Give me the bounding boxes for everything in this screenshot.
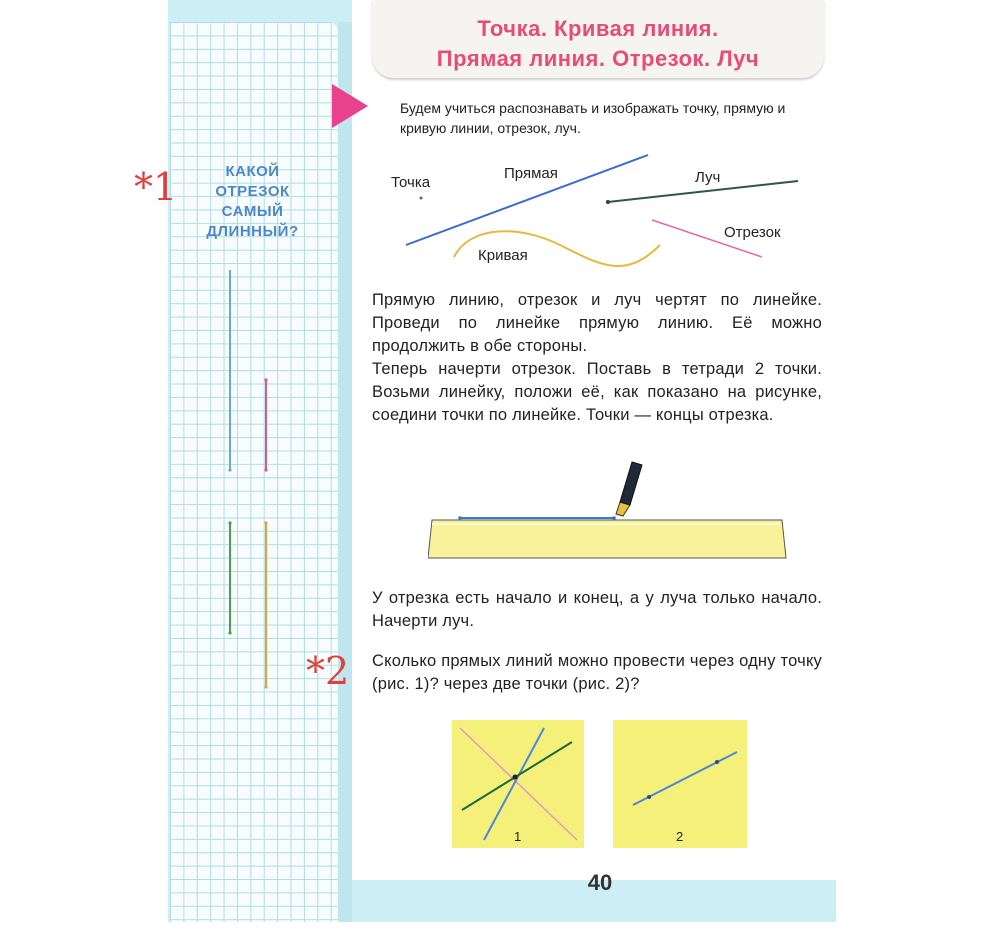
shapes-figure — [370, 145, 830, 280]
point-a — [647, 795, 651, 799]
ruler — [428, 520, 786, 558]
intro-text: Будем учиться распознавать и изображать точку, прямую и кривую линии, отрезок, луч. — [400, 100, 786, 136]
label-ray: Луч — [695, 169, 721, 186]
point-b — [715, 760, 719, 764]
ruler-figure — [428, 458, 788, 568]
page-divider — [338, 22, 352, 922]
paragraph-1-part-2: Теперь начерти отрезок. Поставь в тетради 2 точки. Возьми линейку, положи её, как показано на рисунке, соедини точки по линейке. Точки — концы отрезка. — [372, 360, 822, 424]
intersection-point — [513, 775, 518, 780]
page-number: 40 — [587, 870, 613, 895]
paragraph-2: У отрезка есть начало и конец, а у луча только начало. Начерти луч. — [372, 589, 822, 630]
side-question-line-3: САМЫЙ — [221, 203, 284, 220]
figure-1 — [452, 720, 584, 848]
figure-1-label: 1 — [514, 829, 522, 844]
title-line-1: Точка. Кривая линия. — [477, 16, 719, 41]
bottom-strip-left — [352, 880, 562, 922]
pink-triangle-marker-icon — [332, 84, 368, 128]
label-segment: Отрезок — [724, 224, 781, 241]
side-segments-figure — [220, 265, 280, 695]
paragraph-1 — [372, 289, 822, 427]
side-question-line-2: ОТРЕЗОК — [215, 183, 290, 200]
figure-2-label: 2 — [676, 829, 684, 844]
point-dot — [420, 197, 423, 200]
side-question-line-4: ДЛИННЫЙ? — [206, 223, 299, 240]
figure-2 — [613, 720, 747, 848]
pen-icon — [616, 462, 642, 516]
bottom-strip-right — [642, 880, 836, 922]
side-question-line-1: КАКОЙ — [225, 163, 280, 180]
star-mark-1: *1 — [134, 165, 178, 209]
paragraph-1-part-1: Прямую линию, отрезок и луч чертят по линейке. Проведи по линейке прямую линию. Её можно продолжить в обе стороны. — [372, 291, 822, 355]
label-curve: Кривая — [478, 247, 528, 264]
paragraph-3: Сколько прямых линий можно провести через одну точку (рис. 1)? через две точки (рис. 2)? — [372, 652, 822, 693]
label-line: Прямая — [504, 165, 558, 182]
side-question — [170, 162, 335, 242]
label-point: Точка — [391, 174, 431, 191]
star-mark-2: *2 — [306, 649, 350, 693]
title-line-2: Прямая линия. Отрезок. Луч — [436, 46, 760, 71]
